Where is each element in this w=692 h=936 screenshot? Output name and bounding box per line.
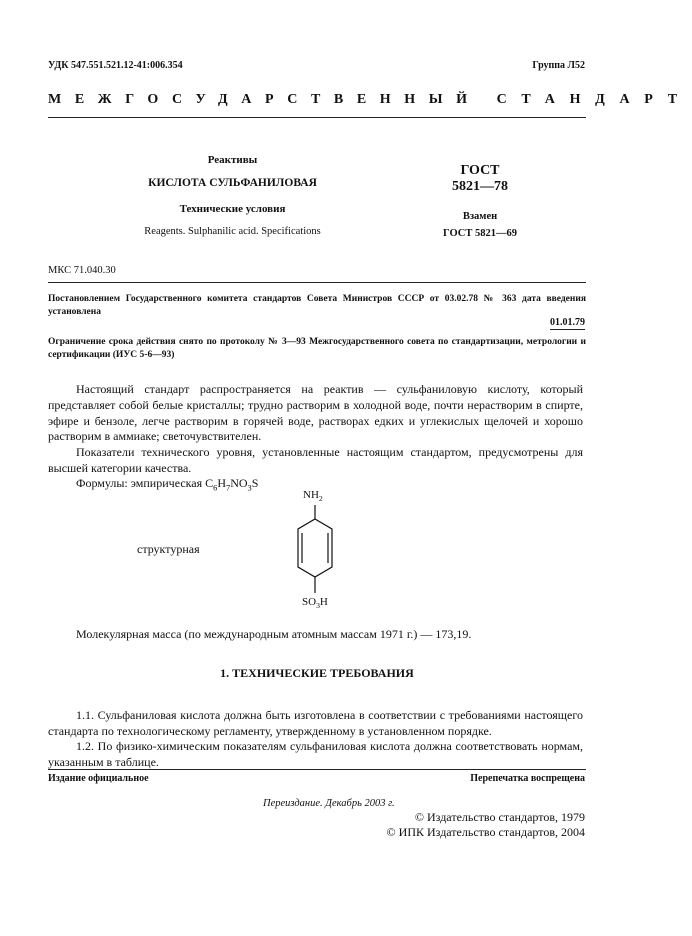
clause-1-1: 1.1. Сульфаниловая кислота должна быть изготовлена в соответствии с требованиями настоящего стандарта по технологическому регламенту, утвержденному в установленном порядке.: [48, 708, 583, 738]
formula-label: Формулы: эмпирическая: [76, 476, 203, 490]
copyright-2004: © ИПК Издательство стандартов, 2004: [386, 825, 585, 839]
title-subtitle: Технические условия: [179, 203, 286, 215]
effective-date: 01.01.79: [550, 317, 585, 328]
clause-1-2: 1.2. По физико-химическим показателям сульфаниловая кислота должна соответствовать нормам, указанным в таблице.: [48, 739, 583, 769]
mks-code: МКС 71.040.30: [48, 265, 116, 276]
title-product: КИСЛОТА СУЛЬФАНИЛОВАЯ: [148, 177, 317, 189]
molecular-mass: Молекулярная масса (по международным атомным массам 1971 г.) — 173,19.: [76, 627, 472, 641]
title-english: Reagents. Sulphanilic acid. Specifications: [144, 226, 321, 237]
official-edition: Издание официальное: [48, 773, 149, 784]
limit-note: Ограничение срока действия снято по протоколу № 3—93 Межгосударственного совета по стандартизации, метрологии и сертификации (ИУС 5-6—93): [48, 337, 586, 360]
mks-rule: [48, 282, 586, 283]
amino-group-label: $NH_2$: [303, 489, 323, 504]
decree-text: Постановлением Государственного комитета стандартов Совета Министров СССР от 03.02.78 № 363 дата введения установлена: [48, 294, 586, 317]
no-reprint: Перепечатка воспрещена: [470, 773, 585, 784]
replaces-label: Взамен: [462, 211, 498, 222]
banner-left: МЕЖГОСУДАРСТВЕННЫЙ: [48, 92, 481, 107]
footer-rule: [48, 769, 586, 770]
header-rule: [48, 117, 586, 118]
banner-right: СТАНДАРТ: [496, 92, 692, 107]
title-category: Реактивы: [207, 154, 258, 166]
empirical-formula: [76, 476, 258, 492]
gost-label: ГОСТ: [460, 163, 500, 178]
sulfo-group-label: $SO_3H$: [302, 596, 328, 611]
replaces-number: ГОСТ 5821—69: [443, 228, 517, 239]
reprint-edition: Переиздание. Декабрь 2003 г.: [263, 798, 395, 809]
group-code: Группа Л52: [532, 60, 585, 71]
structural-label: структурная: [137, 542, 200, 556]
standard-banner: [48, 92, 692, 108]
formula-value: $C_6H_7NO_3S$: [205, 476, 259, 493]
section-title: 1. ТЕХНИЧЕСКИЕ ТРЕБОВАНИЯ: [220, 666, 414, 680]
intro-paragraph: Настоящий стандарт распространяется на реактив — сульфаниловую кислоту, который представляет собой белые кристаллы; трудно растворим в холодной воде, почти нерастворим в спирте, эфире и бензоле, легче растворим в горячей воде, растворах едких и углекислых щелочей и хорошо растворим в аммиаке; светочувствителен.: [48, 382, 583, 444]
benzene-ring-diagram: [290, 505, 340, 597]
gost-number: 5821—78: [452, 179, 508, 194]
udk-code: УДК 547.551.521.12-41:006.354: [48, 60, 183, 71]
copyright-1979: © Издательство стандартов, 1979: [414, 810, 585, 824]
quality-paragraph: Показатели технического уровня, установленные настоящим стандартом, предусмотрены для высшей категории качества.: [48, 445, 583, 475]
